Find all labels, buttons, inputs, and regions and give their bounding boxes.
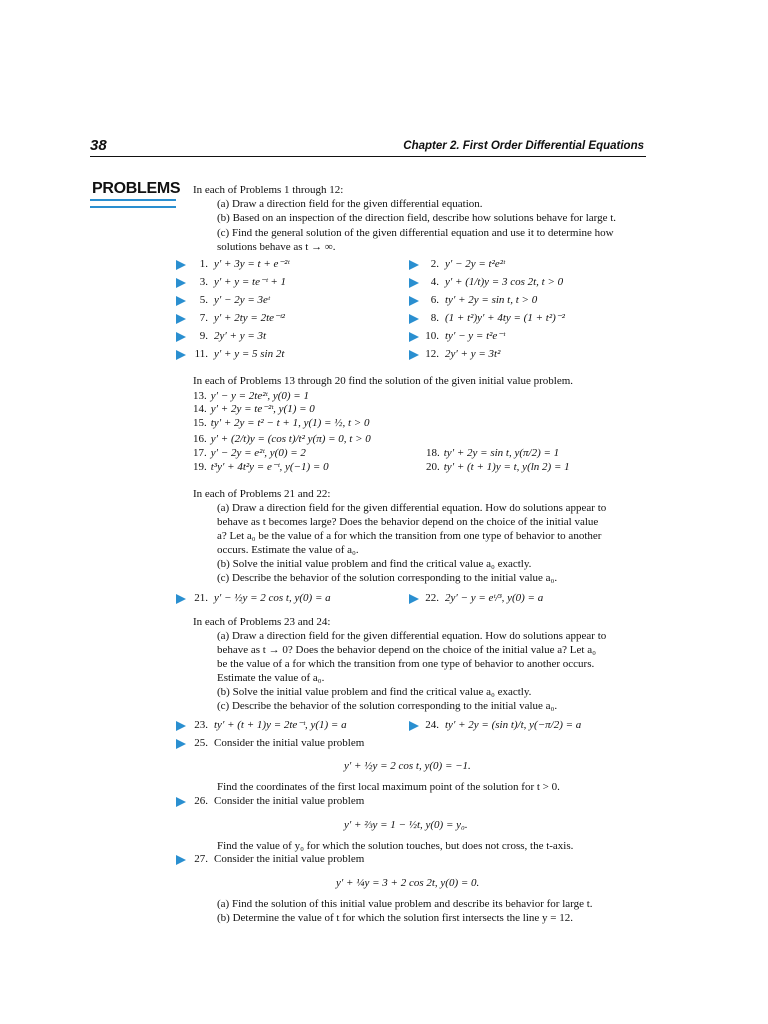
problem-25-question: Find the coordinates of the first local maximum point of the solution for t > 0. bbox=[217, 781, 560, 793]
problem-marker-icon bbox=[176, 797, 186, 807]
problem-18: 18. ty′ + 2y = sin t, y(π/2) = 1 bbox=[426, 447, 560, 459]
problem-1: 1. y′ + 3y = t + e⁻²ᵗ bbox=[199, 258, 290, 270]
group4-part-a-line4: Estimate the value of a₀. bbox=[217, 672, 325, 684]
group3-part-b: (b) Solve the initial value problem and find the critical value a₀ exactly. bbox=[217, 558, 532, 570]
header-rule bbox=[90, 156, 646, 157]
problem-5: 5. y′ − 2y = 3eᵗ bbox=[199, 294, 270, 306]
section-bar-bottom bbox=[90, 206, 176, 208]
problem-16: 16. y′ + (2/t)y = (cos t)/t² y(π) = 0, t > 0 bbox=[193, 433, 371, 445]
problem-marker-icon bbox=[409, 278, 419, 288]
problem-marker-icon bbox=[409, 332, 419, 342]
problem-marker-icon bbox=[176, 855, 186, 865]
page-number: 38 bbox=[90, 137, 107, 154]
group1-part-c-line1: (c) Find the general solution of the given differential equation and use it to determine how bbox=[217, 227, 614, 239]
group4-part-b: (b) Solve the initial value problem and find the critical value a₀ exactly. bbox=[217, 686, 532, 698]
problem-6: 6. ty′ + 2y = sin t, t > 0 bbox=[430, 294, 538, 306]
problem-21: 21. y′ − ½y = 2 cos t, y(0) = a bbox=[194, 592, 331, 604]
group2-intro: In each of Problems 13 through 20 find the solution of the given initial value problem. bbox=[193, 375, 574, 387]
problem-27-part-a: (a) Find the solution of this initial value problem and describe its behavior for large t. bbox=[217, 898, 593, 910]
problem-marker-icon bbox=[176, 314, 186, 324]
problem-7: 7. y′ + 2ty = 2te⁻ᵗ² bbox=[199, 312, 285, 324]
problem-22: 22. 2y′ − y = eᵗ/³, y(0) = a bbox=[425, 592, 544, 604]
problem-8: 8. (1 + t²)y′ + 4ty = (1 + t²)⁻² bbox=[430, 312, 565, 324]
problem-26: 26. Consider the initial value problem bbox=[194, 795, 365, 807]
group3-part-a-line2: behave as t becomes large? Does the behavior depend on the choice of the initial value bbox=[217, 516, 599, 528]
problem-3: 3. y′ + y = te⁻ᵗ + 1 bbox=[199, 276, 287, 288]
problem-14: 14. y′ + 2y = te⁻²ᵗ, y(1) = 0 bbox=[193, 403, 315, 415]
problem-27-equation: y′ + ¼y = 3 + 2 cos 2t, y(0) = 0. bbox=[336, 877, 480, 889]
group4-part-c: (c) Describe the behavior of the solution corresponding to the initial value a₀. bbox=[217, 700, 558, 712]
group4-intro: In each of Problems 23 and 24: bbox=[193, 616, 331, 628]
section-title: PROBLEMS bbox=[92, 180, 181, 197]
problem-marker-icon bbox=[176, 739, 186, 749]
problem-marker-icon bbox=[409, 260, 419, 270]
problem-marker-icon bbox=[176, 721, 186, 731]
section-bar-top bbox=[90, 199, 176, 201]
problem-27: 27. Consider the initial value problem bbox=[194, 853, 365, 865]
problem-marker-icon bbox=[176, 350, 186, 360]
group1-part-b: (b) Based on an inspection of the direction field, describe how solutions behave for large t. bbox=[217, 212, 617, 224]
group3-part-a-line4: occurs. Estimate the value of a₀. bbox=[217, 544, 359, 556]
problem-2: 2. y′ − 2y = t²e²ᵗ bbox=[430, 258, 505, 270]
problem-marker-icon bbox=[409, 594, 419, 604]
problem-19: 19. t³y′ + 4t²y = e⁻ᵗ, y(−1) = 0 bbox=[193, 461, 329, 473]
group3-part-c: (c) Describe the behavior of the solution corresponding to the initial value a₀. bbox=[217, 572, 558, 584]
problem-26-equation: y′ + ⅔y = 1 − ½t, y(0) = y₀. bbox=[344, 819, 468, 831]
problem-15: 15. ty′ + 2y = t² − t + 1, y(1) = ½, t > 0 bbox=[193, 417, 370, 429]
group4-part-a-line3: be the value of a for which the transition from one type of behavior to another occurs. bbox=[217, 658, 595, 670]
problem-23: 23. ty′ + (t + 1)y = 2te⁻ᵗ, y(1) = a bbox=[194, 719, 347, 731]
problem-10: 10. ty′ − y = t²e⁻ᵗ bbox=[425, 330, 505, 342]
group3-intro: In each of Problems 21 and 22: bbox=[193, 488, 331, 500]
problem-17: 17. y′ − 2y = e²ᵗ, y(0) = 2 bbox=[193, 447, 306, 459]
problem-27-part-b: (b) Determine the value of t for which the solution first intersects the line y = 12. bbox=[217, 912, 573, 924]
group3-part-a-line3: a? Let a₀ be the value of a for which the transition from one type of behavior to another bbox=[217, 530, 602, 542]
group4-part-a-line2: behave as t → 0? Does the behavior depend on the choice of the initial value a? Let a₀ bbox=[217, 644, 596, 656]
problem-marker-icon bbox=[176, 594, 186, 604]
problem-13: 13. y′ − y = 2te²ᵗ, y(0) = 1 bbox=[193, 390, 309, 402]
group1-part-c-line2: solutions behave as t → ∞. bbox=[217, 241, 336, 253]
problem-marker-icon bbox=[409, 350, 419, 360]
problem-marker-icon bbox=[176, 332, 186, 342]
problem-26-question: Find the value of y₀ for which the solution touches, but does not cross, the t-axis. bbox=[217, 840, 574, 852]
problem-marker-icon bbox=[409, 296, 419, 306]
problem-9: 9. 2y′ + y = 3t bbox=[199, 330, 267, 342]
problem-marker-icon bbox=[176, 278, 186, 288]
group1-intro: In each of Problems 1 through 12: bbox=[193, 184, 344, 196]
problem-20: 20. ty′ + (t + 1)y = t, y(ln 2) = 1 bbox=[426, 461, 570, 473]
group1-part-a: (a) Draw a direction field for the given differential equation. bbox=[217, 198, 483, 210]
problem-marker-icon bbox=[176, 260, 186, 270]
problem-marker-icon bbox=[409, 721, 419, 731]
problem-12: 12. 2y′ + y = 3t² bbox=[425, 348, 501, 360]
problem-4: 4. y′ + (1/t)y = 3 cos 2t, t > 0 bbox=[430, 276, 564, 288]
chapter-title: Chapter 2. First Order Differential Equations bbox=[403, 140, 644, 152]
problem-25-equation: y′ + ½y = 2 cos t, y(0) = −1. bbox=[344, 760, 471, 772]
group4-part-a-line1: (a) Draw a direction field for the given differential equation. How do solutions appear to bbox=[217, 630, 607, 642]
problem-marker-icon bbox=[176, 296, 186, 306]
problem-marker-icon bbox=[409, 314, 419, 324]
group3-part-a-line1: (a) Draw a direction field for the given differential equation. How do solutions appear to bbox=[217, 502, 607, 514]
problem-11: 11. y′ + y = 5 sin 2t bbox=[194, 348, 285, 360]
problem-24: 24. ty′ + 2y = (sin t)/t, y(−π/2) = a bbox=[425, 719, 582, 731]
problem-25: 25. Consider the initial value problem bbox=[194, 737, 365, 749]
